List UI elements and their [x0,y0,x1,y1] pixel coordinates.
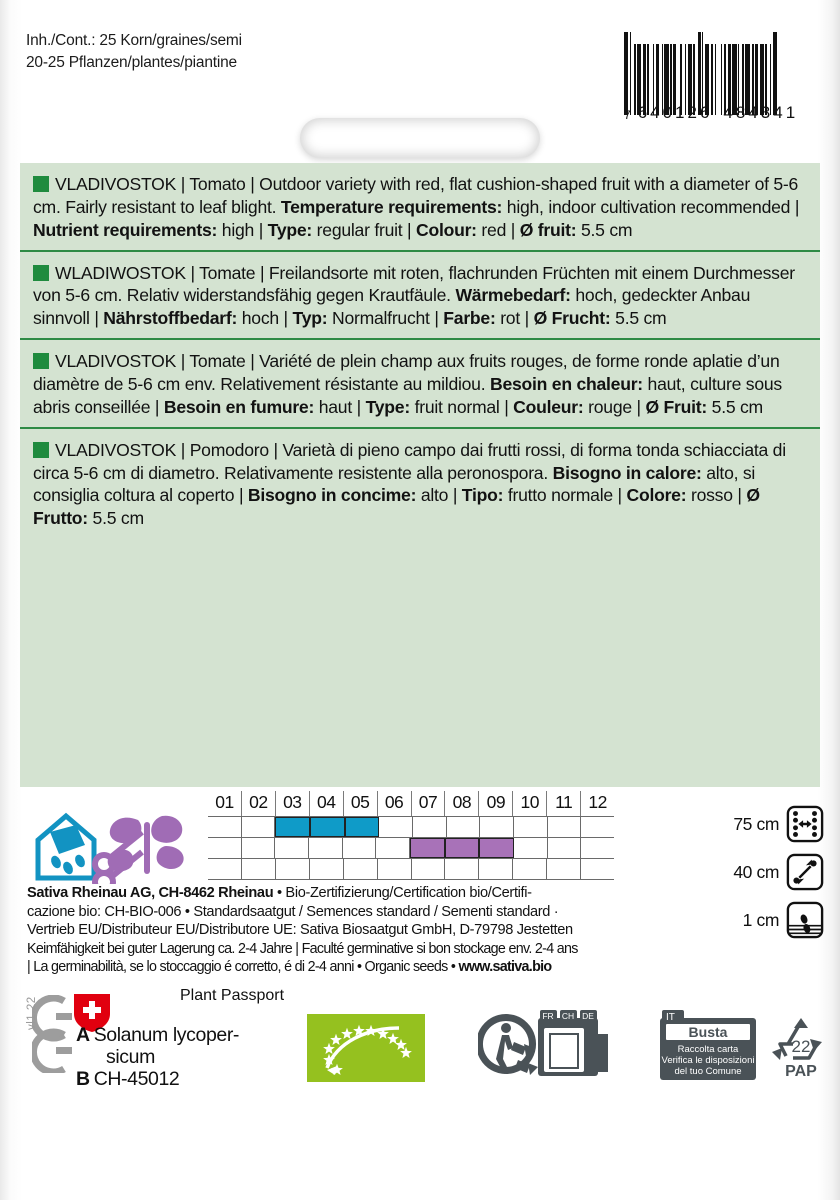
row-spacing-icon [786,805,824,843]
company-line-2: cazione bio: CH-BIO-006 • Standardsaatgut / Semences standard / Sementi standard · [27,903,559,920]
calendar-month-05: 05 [344,791,378,816]
eu-star [341,1028,353,1039]
calendar-cell-empty-07 [413,817,447,837]
busta-line-1: Raccolta carta [677,1044,739,1055]
calendar-cell-empty-01 [208,859,242,879]
pp-field-b [76,1068,306,1090]
busta-title: Busta [688,1024,728,1040]
company-line-5 [27,958,675,976]
content-info [26,30,456,75]
calendar-cell-empty-11 [547,859,581,879]
tear-notch [300,118,540,158]
calendar-cell-sowing-05 [345,817,380,837]
spacing-row-row-spacing-icon [712,802,824,846]
description-text: WLADIWOSTOK | Tomate | Freilandsorte mit roten, flachrunden Früchten mit einem Durchmesser von 5-6 cm. Relativ widerstandsfähig gegen Krautfäule. Wärmebedarf: hoch, gedeckter Anbau sinnvoll | Nährstoffbedarf: hoch | Typ: Normalfrucht | Farbe: rot | Ø Frucht: 5.5 cm [33,262,795,329]
calendar-month-06: 06 [378,791,412,816]
pap-number: 22 [791,1037,811,1056]
calendar-cell-empty-03 [275,838,309,858]
calendar-month-01: 01 [208,791,242,816]
calendar-row-sowing [208,817,614,838]
calendar-cell-harvest-08 [445,838,480,858]
barcode-group-2: 484341 [723,103,799,122]
calendar-month-02: 02 [242,791,276,816]
company-cert-prefix: • Bio-Zertifizierung/Certification bio/Certifi- [273,885,532,901]
sowing-depth-icon [786,901,824,939]
spacing-row-sowing-depth-icon [712,898,824,942]
calendar-month-headers [208,791,614,816]
bullet-square-icon [33,353,49,369]
company-website[interactable]: www.sativa.bio [458,958,552,975]
calendar-cell-empty-12 [581,838,614,858]
plant-passport-title: Plant Passport [180,987,285,1004]
calendar-cell-empty-08 [445,859,479,879]
pp-a-value: Solanum lycoper- [93,1024,240,1046]
tidyman-recycle-icon [478,1014,538,1075]
company-name: Sativa Rheinau AG, CH-8462 Rheinau [27,885,274,901]
calendar-cell-empty-08 [447,817,481,837]
barcode-group-1: 640126 [637,103,713,122]
calendar-cell-empty-06 [376,838,410,858]
calendar-month-12: 12 [588,792,607,812]
calendar-cell-empty-01 [208,817,242,837]
calendar-cell-empty-04 [309,838,343,858]
pp-b-value: CH-45012 [93,1068,180,1091]
calendar-grid [208,816,614,880]
spacing-label: 1 cm [742,909,779,930]
bullet-square-icon [33,265,49,281]
calendar-cell-harvest-09 [479,838,514,858]
calendar-cell-empty-01 [208,838,242,858]
content-quantity: Inh./Cont.: 25 Korn/graines/semi [26,32,242,49]
calendar-month-11: 11 [547,791,581,816]
description-panel [20,163,820,787]
calendar-cell-empty-06 [378,859,412,879]
description-text: VLADIVOSTOK | Pomodoro | Varietà di pieno campo dai frutti rossi, di forma tonda schiacciata di circa 5-6 cm di diametro. Relativamente resistente alla peronospora. Bisogno in calore: alto, si consiglia coltura al coperto | Bisogno in concime: alto | Tipo: frutto normale | Colore: rosso | Ø Frutto: 5.5 cm [33,439,786,529]
eu-star [387,1033,399,1044]
calendar-cell-empty-11 [548,838,582,858]
description-block-en [20,163,820,250]
calendar-cell-empty-02 [242,838,276,858]
sowing-harvest-calendar [208,791,614,880]
calendar-cell-sowing-04 [310,817,345,837]
barcode-lead-digit: 7 [624,108,634,122]
calendar-cell-empty-10 [514,817,548,837]
country-tab-ch: CH [561,1011,575,1021]
calendar-cell-empty-03 [276,859,310,879]
description-block-fr [20,338,820,427]
busta-line-3: del tuo Comune [674,1066,742,1077]
calendar-cell-empty-02 [242,859,276,879]
calendar-cell-empty-12 [581,817,614,837]
description-text: VLADIVOSTOK | Tomato | Outdoor variety with red, flat cushion-shaped fruit with a diameter of 5-6 cm. Fairly resistant to leaf blight. Temperature requirements: high, indoor cultivation recommended | Nutrient requirements: high | Type: regular fruit | Colour: red | Ø fruit: 5.5 cm [33,174,800,240]
company-line-1 [27,884,675,903]
plant-passport-fields [76,1024,306,1090]
description-text: VLADIVOSTOK | Tomate | Variété de plein champ aux fruits rouges, de forme ronde aplatie d’un diamètre de 5-6 cm env. Relativement résistante au mildiou. Besoin en chaleur: haut, culture sous abris conseillée | Besoin en fumure: haut | Type: fruit normal | Couleur: rouge | Ø Fruit: 5.5 cm [33,351,782,417]
spacing-row-plant-spacing-icon [712,850,824,894]
harvest-scissors-plant-icon [95,816,184,884]
version-code: vl1.22 [26,996,38,1030]
spacing-label: 75 cm [733,813,779,834]
eu-organic-leaf-logo [307,1014,425,1082]
country-tab-fr: FR [542,1011,554,1021]
calendar-cell-empty-07 [412,859,446,879]
recycling-box-it [658,1008,764,1086]
calendar-cell-empty-04 [310,859,344,879]
company-line-3: Vertrieb EU/Distributeur EU/Distributore UE: Sativa Biosaatgut GmbH, D-79798 Jestetten [27,922,573,939]
calendar-cell-empty-09 [480,817,514,837]
eu-star [395,1039,407,1050]
spacing-info [712,802,824,946]
calendar-month-10: 10 [513,791,547,816]
description-block-it [20,427,820,538]
pp-b-label: B [76,1068,90,1091]
calendar-cell-empty-05 [344,859,378,879]
calendar-cell-empty-10 [513,859,547,879]
germination-note-it: | La germinabilità, se lo stoccaggio é corretto, é di 2-4 anni • Organic seeds • [27,958,459,975]
culture-pictograms [30,806,190,884]
recycle-countries-badge [538,1010,598,1076]
calendar-cell-empty-12 [581,859,614,879]
pap-recycling-icon [772,1014,830,1080]
calendar-cell-empty-10 [514,838,548,858]
calendar-month-03: 03 [276,791,310,816]
calendar-month-04: 04 [310,791,344,816]
pap-label: PAP [785,1063,817,1080]
it-country-label: IT [666,1012,675,1023]
pp-field-a [76,1024,306,1046]
calendar-cell-empty-09 [479,859,513,879]
ce-mark-icon [32,995,80,1073]
calendar-cell-empty-05 [343,838,377,858]
content-plants: 20-25 Pflanzen/plantes/piantine [26,54,237,72]
recycling-icons-left [478,1008,608,1086]
company-line-4: Keimfähigkeit bei guter Lagerung ca. 2-4 Jahre | Faculté germinative si bon stockage env. 2-4 ans [27,940,578,957]
calendar-month-07: 07 [412,791,446,816]
company-info [27,884,675,976]
calendar-row-empty [208,859,614,880]
calendar-month-08: 08 [445,791,479,816]
plant-spacing-icon [786,853,824,891]
busta-line-2: Verifica le disposizioni [661,1055,755,1066]
calendar-cell-harvest-07 [410,838,445,858]
pp-a-label: A [76,1024,90,1046]
calendar-cell-empty-02 [242,817,276,837]
description-block-de [20,250,820,339]
calendar-month-09: 09 [479,791,513,816]
eu-star [400,1047,412,1058]
calendar-cell-empty-11 [548,817,582,837]
calendar-cell-sowing-03 [275,817,310,837]
spacing-label: 40 cm [733,861,779,882]
eu-star [330,1034,342,1045]
bullet-square-icon [33,442,49,458]
bullet-square-icon [33,176,49,192]
barcode [624,32,820,123]
pp-a-value-cont: sicum [106,1046,155,1069]
country-tab-de: DE [582,1011,594,1021]
calendar-row-harvest [208,838,614,859]
calendar-cell-empty-06 [379,817,413,837]
